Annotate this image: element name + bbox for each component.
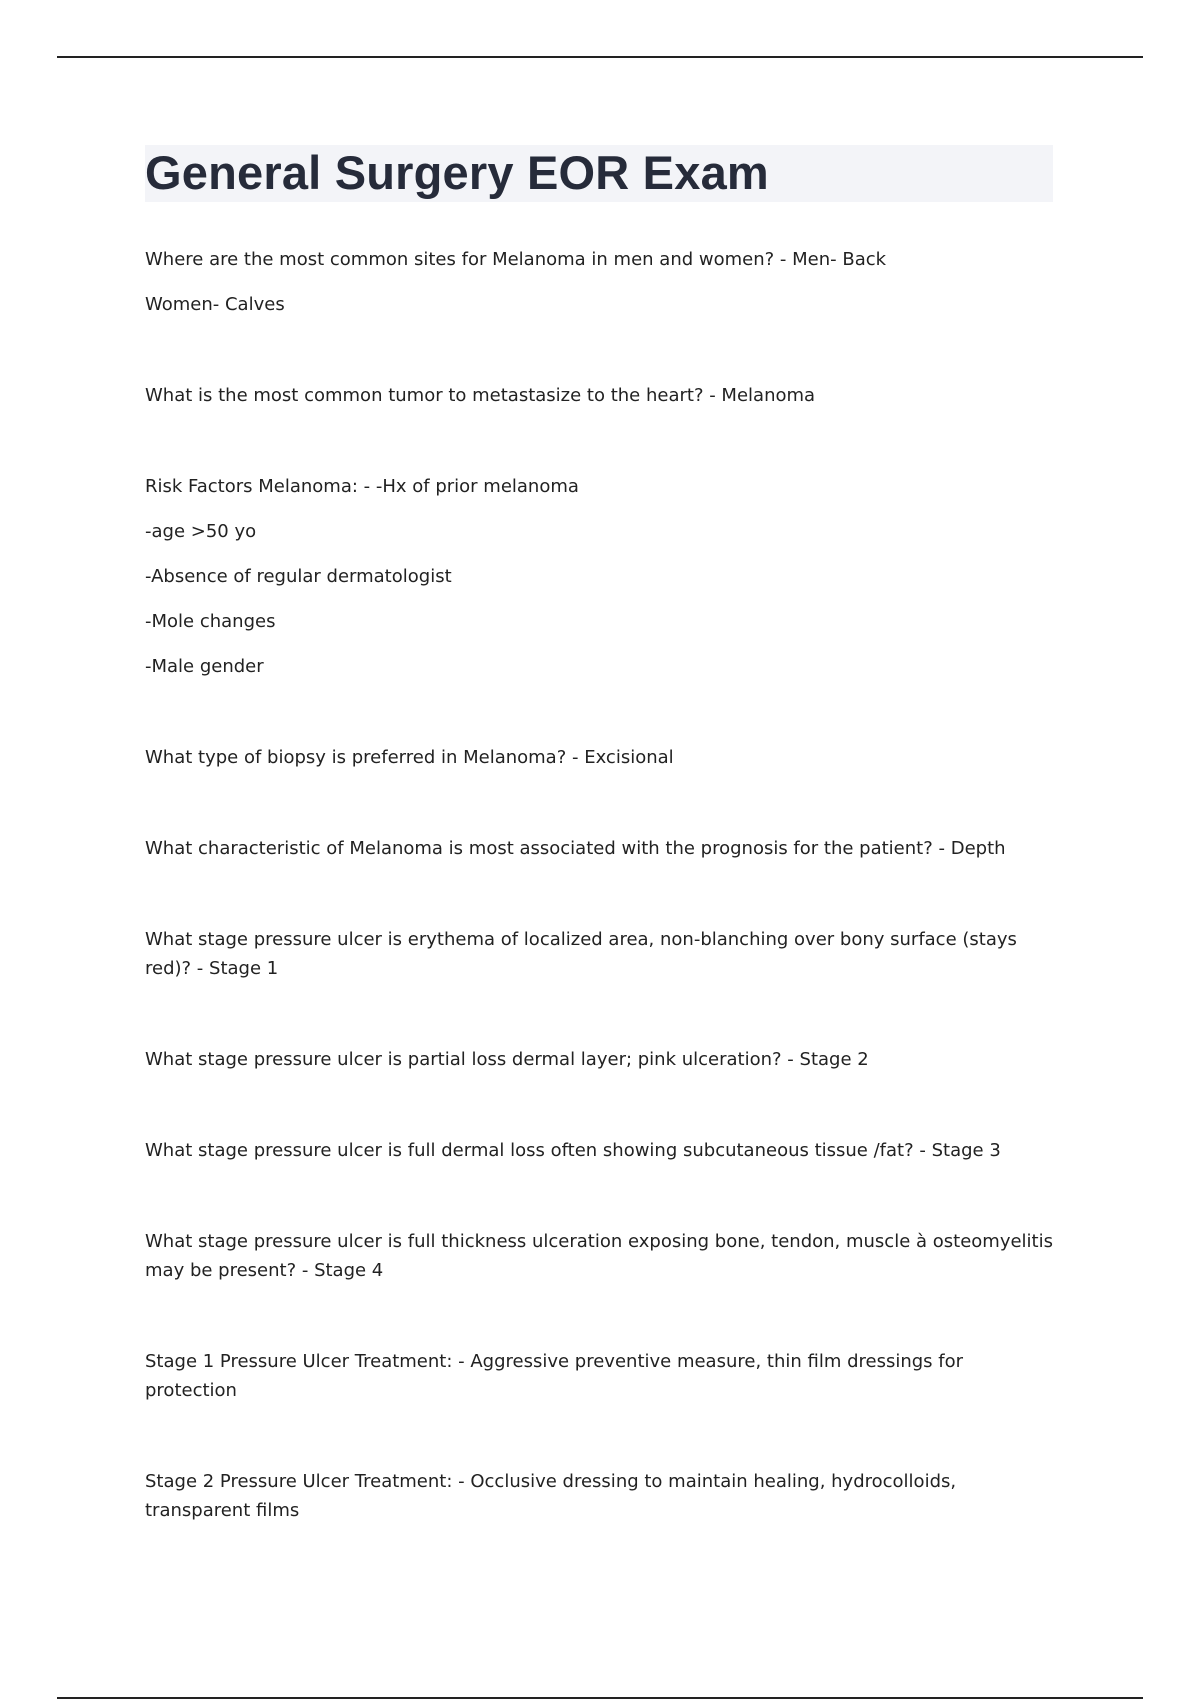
qa-item-stage-4 xyxy=(145,1227,1065,1285)
qa-line: transparent films xyxy=(145,1500,300,1521)
qa-line: -Male gender xyxy=(145,656,264,677)
qa-line: -age >50 yo xyxy=(145,521,257,542)
qa-item-stage-2-treatment xyxy=(145,1467,1065,1525)
qa-line: What is the most common tumor to metastasize to the heart? - Melanoma xyxy=(145,385,816,406)
qa-item-prognosis xyxy=(145,834,1065,863)
qa-line: What stage pressure ulcer is partial loss dermal layer; pink ulceration? - Stage 2 xyxy=(145,1049,869,1070)
qa-item-stage-3 xyxy=(145,1136,1065,1165)
qa-line: Stage 2 Pressure Ulcer Treatment: - Occlusive dressing to maintain healing, hydrocolloids, xyxy=(145,1471,957,1492)
qa-line: Women- Calves xyxy=(145,294,285,315)
page-bottom-rule xyxy=(57,1697,1143,1699)
qa-item-heart-metastasis xyxy=(145,381,1065,410)
qa-item-stage-1-treatment xyxy=(145,1347,1065,1405)
qa-line: protection xyxy=(145,1380,237,1401)
qa-line: What stage pressure ulcer is full dermal loss often showing subcutaneous tissue /fat? - Stage 3 xyxy=(145,1140,1001,1161)
qa-line: What stage pressure ulcer is erythema of localized area, non-blanching over bony surface (stays xyxy=(145,929,1017,950)
qa-line: What stage pressure ulcer is full thickness ulceration exposing bone, tendon, muscle à osteomyelitis xyxy=(145,1231,1053,1252)
qa-line: Risk Factors Melanoma: - -Hx of prior melanoma xyxy=(145,476,579,497)
qa-item-risk-factors xyxy=(145,472,1065,681)
qa-item-stage-2 xyxy=(145,1045,1065,1074)
qa-line: Where are the most common sites for Melanoma in men and women? - Men- Back xyxy=(145,249,887,270)
qa-line: Stage 1 Pressure Ulcer Treatment: - Aggressive preventive measure, thin film dressings for xyxy=(145,1351,964,1372)
qa-line: may be present? - Stage 4 xyxy=(145,1260,384,1281)
qa-line: What type of biopsy is preferred in Melanoma? - Excisional xyxy=(145,747,674,768)
qa-line: -Mole changes xyxy=(145,611,276,632)
qa-line: red)? - Stage 1 xyxy=(145,958,279,979)
qa-line: What characteristic of Melanoma is most associated with the prognosis for the patient? - Depth xyxy=(145,838,1006,859)
qa-line: -Absence of regular dermatologist xyxy=(145,566,452,587)
document-title: General Surgery EOR Exam xyxy=(145,146,769,199)
page-top-rule xyxy=(57,56,1143,58)
qa-item-stage-1 xyxy=(145,925,1065,983)
qa-item-melanoma-sites xyxy=(145,245,1065,319)
qa-item-biopsy xyxy=(145,743,1065,772)
qa-content xyxy=(145,245,1065,1525)
